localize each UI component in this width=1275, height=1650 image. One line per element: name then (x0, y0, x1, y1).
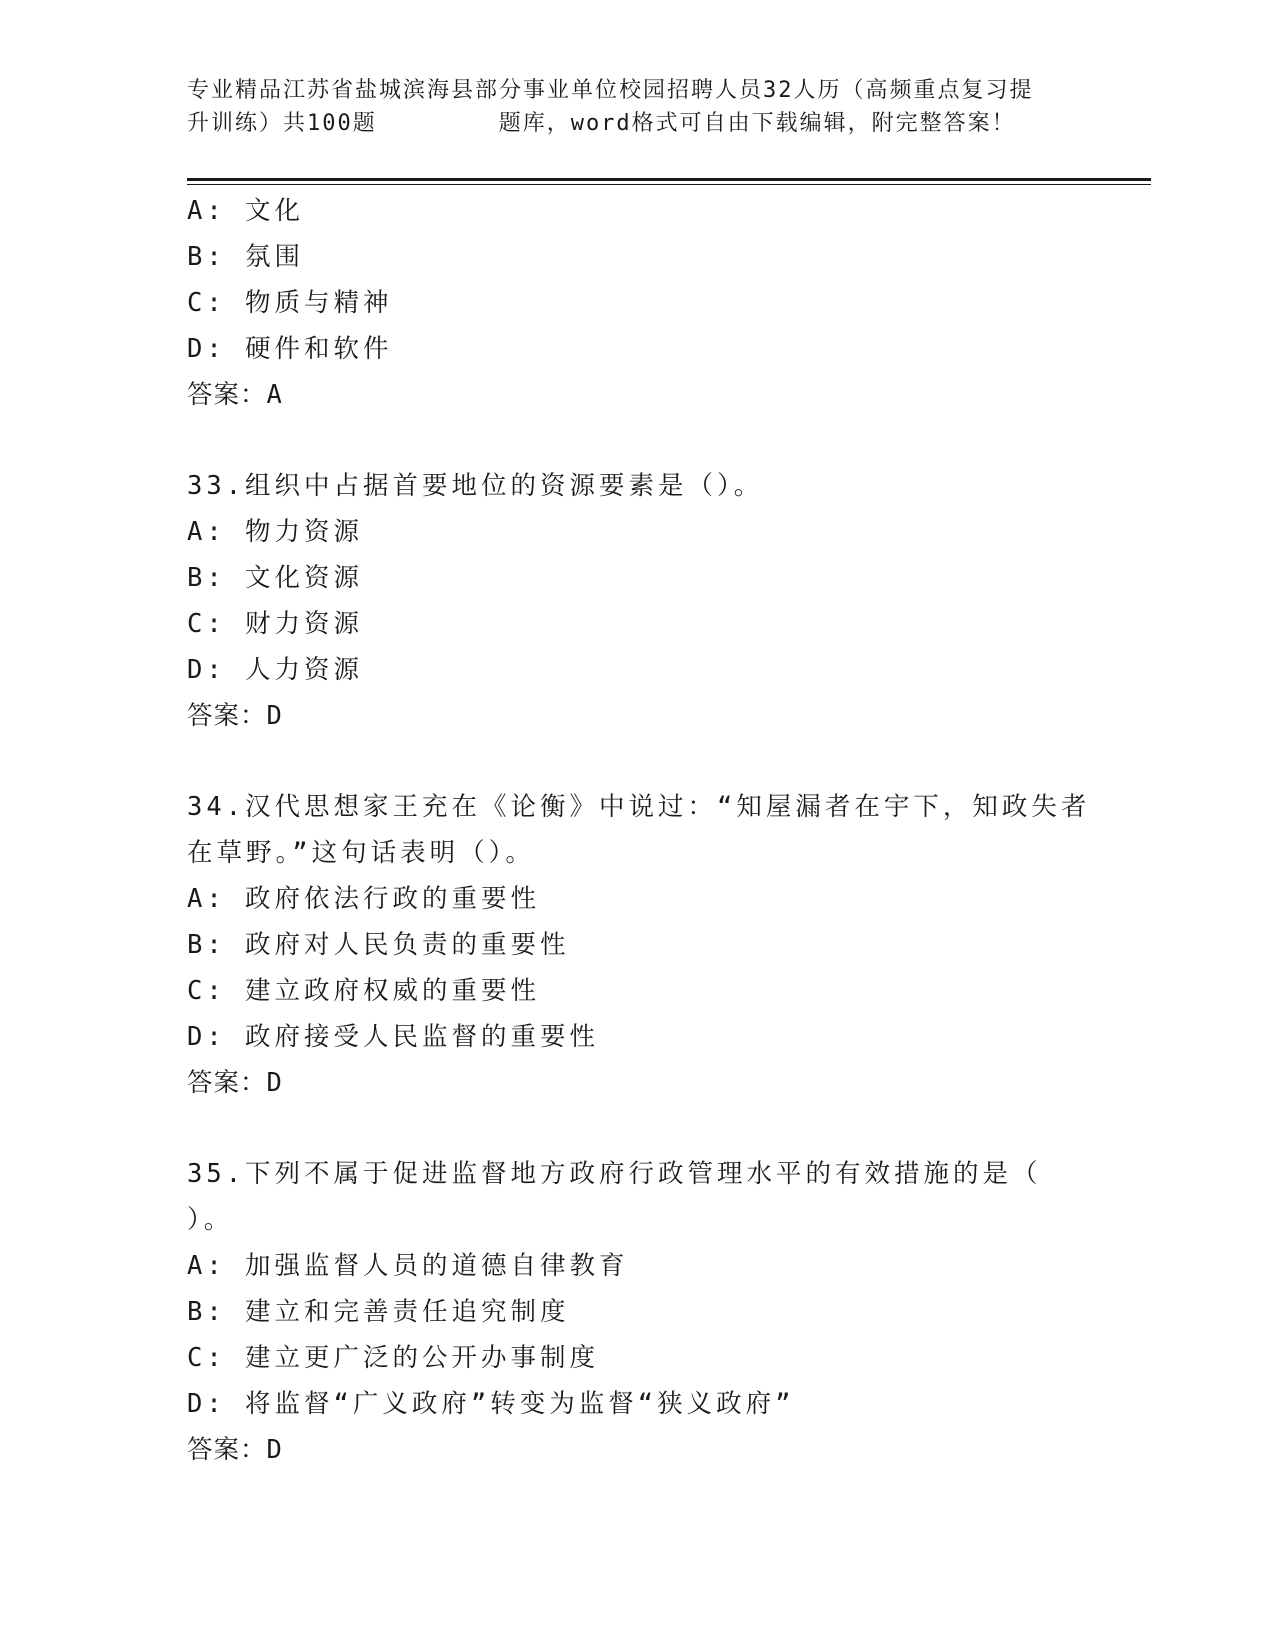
option-b: B: 文化资源 (187, 563, 364, 593)
page-header (187, 74, 1087, 140)
question-stem: 33.组织中占据首要地位的资源要素是（）。 (187, 471, 764, 501)
answer-line: 答案：D (187, 701, 283, 731)
header-rule-thick (187, 178, 1151, 181)
option-c: C: 物质与精神 (187, 288, 393, 318)
question-stem-line-2: 在草野。”这句话表明（）。 (187, 838, 535, 868)
option-b: B: 氛围 (187, 242, 305, 272)
spacer (187, 418, 1107, 463)
option-d: D: 将监督“广义政府”转变为监督“狭义政府” (187, 1389, 795, 1419)
question-stem-line-1: 34.汉代思想家王充在《论衡》中说过：“知屋漏者在宇下，知政失者 (187, 792, 1091, 822)
question-block-33 (187, 463, 1107, 739)
question-stem-line-1: 35.下列不属于促进监督地方政府行政管理水平的有效措施的是（ (187, 1159, 1042, 1189)
option-b: B: 政府对人民负责的重要性 (187, 930, 570, 960)
option-c: C: 建立更广泛的公开办事制度 (187, 1343, 600, 1373)
header-line-1: 专业精品江苏省盐城滨海县部分事业单位校园招聘人员32人历（高频重点复习提 (187, 78, 1034, 103)
question-stem-line-2: ）。 (187, 1205, 234, 1235)
answer-line: 答案：D (187, 1068, 283, 1098)
option-d: D: 政府接受人民监督的重要性 (187, 1022, 600, 1052)
option-b: B: 建立和完善责任追究制度 (187, 1297, 570, 1327)
question-block-prev (187, 188, 1107, 418)
option-a: A: 文化 (187, 196, 305, 226)
question-list (187, 188, 1107, 1473)
spacer (187, 739, 1107, 784)
question-block-34 (187, 784, 1107, 1106)
question-block-35 (187, 1151, 1107, 1473)
option-a: A: 物力资源 (187, 517, 364, 547)
answer-line: 答案：A (187, 380, 283, 410)
option-d: D: 硬件和软件 (187, 334, 393, 364)
option-d: D: 人力资源 (187, 655, 364, 685)
option-c: C: 财力资源 (187, 609, 364, 639)
spacer (187, 1106, 1107, 1151)
option-a: A: 政府依法行政的重要性 (187, 884, 541, 914)
option-a: A: 加强监督人员的道德自律教育 (187, 1251, 629, 1281)
header-line-2: 升训练）共100题 题库，word格式可自由下载编辑，附完整答案！ (187, 111, 1016, 136)
answer-line: 答案：D (187, 1435, 283, 1465)
header-rule-thin (187, 184, 1151, 185)
option-c: C: 建立政府权威的重要性 (187, 976, 541, 1006)
